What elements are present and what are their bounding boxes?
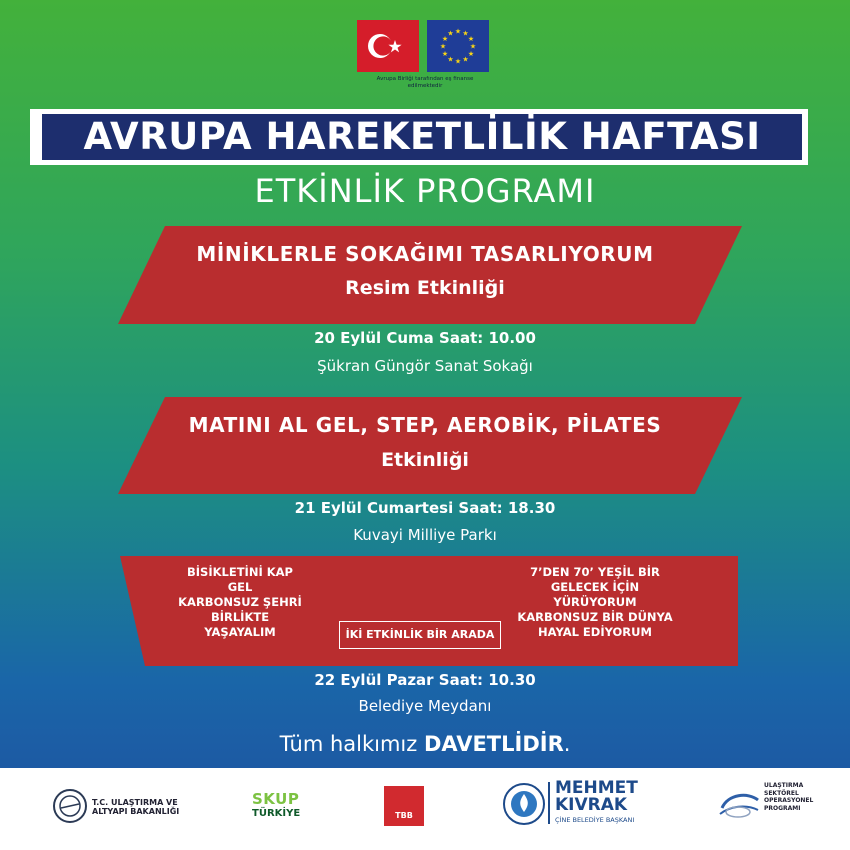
event-1-subtitle: Resim Etkinliği bbox=[345, 277, 505, 299]
eu-star-icon: ★ bbox=[462, 55, 469, 64]
ministry-logo-text bbox=[92, 798, 179, 816]
ministry-line: T.C. ULAŞTIRMA VE bbox=[92, 798, 178, 807]
event-3-right-line: YÜRÜYORUM bbox=[553, 595, 637, 609]
invite-emphasis: DAVETLİDİR bbox=[423, 732, 564, 756]
event-3-combo-badge: İKİ ETKİNLİK BİR ARADA bbox=[339, 621, 501, 649]
mayor-role: ÇİNE BELEDİYE BAŞKANI bbox=[555, 816, 635, 824]
eu-star-icon: ★ bbox=[439, 42, 447, 51]
eu-star-icon: ★ bbox=[469, 42, 477, 51]
event-2-date: 21 Eylül Cumartesi Saat: 18.30 bbox=[294, 499, 556, 517]
event-3-place: Belediye Meydanı bbox=[358, 697, 492, 715]
program-line: PROGRAMI bbox=[764, 804, 801, 812]
eu-star-icon: ★ bbox=[454, 27, 462, 36]
eu-star-icon: ★ bbox=[447, 55, 454, 64]
event-3-right-line: GELECEK İÇİN bbox=[550, 580, 640, 594]
ministry-logo-icon bbox=[52, 788, 88, 828]
mayor-name bbox=[555, 780, 638, 814]
event-1-place: Şükran Güngör Sanat Sokağı bbox=[317, 357, 533, 375]
invite-text: Tüm halkımız bbox=[279, 732, 424, 756]
program-line: SEKTÖREL bbox=[764, 789, 799, 797]
eu-star-icon: ★ bbox=[441, 50, 449, 58]
event-3-left-line: YAŞAYALIM bbox=[204, 625, 276, 639]
event-3-right-line: HAYAL EDİYORUM bbox=[538, 625, 652, 639]
program-line: ULAŞTIRMA bbox=[764, 782, 804, 789]
program-line: OPERASYONEL bbox=[764, 797, 814, 804]
footer-logos bbox=[0, 768, 850, 850]
event-3-left-line: BİRLİKTE bbox=[210, 610, 270, 624]
tbb-logo-text: TBB bbox=[395, 811, 413, 820]
page-title-text: AVRUPA HAREKETLİLİK HAFTASI bbox=[83, 115, 761, 158]
event-3-right-line: 7’DEN 70’ YEŞİL BİR bbox=[530, 565, 660, 579]
event-2-subtitle: Etkinliği bbox=[381, 449, 469, 471]
program-logo-text bbox=[764, 782, 813, 812]
skup-logo bbox=[252, 790, 299, 808]
event-3-left-line: GEL bbox=[227, 580, 253, 594]
mayor-divider bbox=[548, 782, 550, 824]
eu-star-icon: ★ bbox=[454, 57, 462, 66]
event-3-right-text bbox=[505, 565, 685, 640]
skup-logo-text: SKUP bbox=[252, 790, 300, 808]
eu-star-icon: ★ bbox=[447, 29, 454, 38]
eu-star-icon: ★ bbox=[467, 35, 475, 43]
event-3-left-text bbox=[160, 565, 320, 640]
eu-star-icon: ★ bbox=[467, 50, 475, 58]
invite-line bbox=[0, 732, 850, 756]
event-1-date: 20 Eylül Cuma Saat: 10.00 bbox=[314, 329, 536, 347]
mayor-name-line: MEHMET bbox=[555, 778, 638, 798]
event-2-title: MATINI AL GEL, STEP, AEROBİK, PİLATES bbox=[188, 413, 662, 437]
eu-star-icon: ★ bbox=[441, 35, 449, 43]
municipality-seal-icon bbox=[502, 782, 546, 830]
transport-program-icon bbox=[718, 790, 760, 826]
event-banner-2 bbox=[118, 397, 742, 494]
event-2-place: Kuvayi Milliye Parkı bbox=[353, 526, 497, 544]
event-3-date: 22 Eylül Pazar Saat: 10.30 bbox=[314, 671, 536, 689]
eu-star-icon: ★ bbox=[462, 29, 469, 38]
event-banner-1 bbox=[118, 226, 742, 324]
eu-cofinance-note: Avrupa Birliği tarafından eş finanse edilmektedir bbox=[376, 76, 474, 89]
mayor-name-line: KIVRAK bbox=[555, 795, 628, 815]
ministry-line: ALTYAPI BAKANLIĞI bbox=[92, 807, 180, 816]
event-1-title: MİNİKLERLE SOKAĞIMI TASARLIYORUM bbox=[196, 242, 654, 266]
tbb-logo-icon bbox=[384, 786, 424, 826]
invite-period: . bbox=[563, 732, 571, 756]
event-3-left-line: KARBONSUZ ŞEHRİ bbox=[178, 595, 302, 609]
skup-subtitle: TÜRKİYE bbox=[252, 808, 301, 819]
event-3-left-line: BİSİKLETİNİ KAP bbox=[187, 565, 293, 579]
event-3-right-line: KARBONSUZ BİR DÜNYA bbox=[517, 610, 673, 624]
page-subtitle: ETKİNLİK PROGRAMI bbox=[254, 172, 596, 210]
